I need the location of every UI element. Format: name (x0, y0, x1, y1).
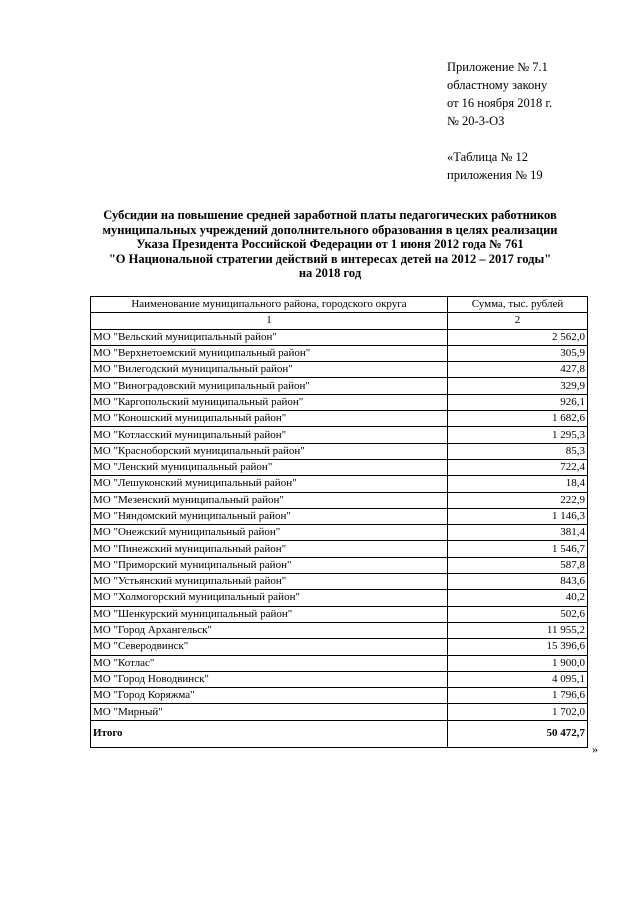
municipality-name: МО "Пинежский муниципальный район" (91, 541, 448, 557)
table-row (91, 590, 588, 606)
table-row (91, 443, 588, 459)
title-line: "О Национальной стратегии действий в интересах детей на 2012 – 2017 годы" (108, 251, 552, 266)
subsidy-amount: 40,2 (448, 590, 588, 606)
column-number-row (91, 313, 588, 329)
appendix-header (447, 58, 627, 184)
subsidy-amount: 1 682,6 (448, 411, 588, 427)
municipality-name: МО "Северодвинск" (91, 639, 448, 655)
municipality-name: МО "Город Архангельск" (91, 622, 448, 638)
subsidy-amount: 1 796,6 (448, 688, 588, 704)
appendix-line: Приложение № 7.1 (447, 60, 548, 74)
appendix-line: от 16 ноября 2018 г. (447, 96, 553, 110)
municipality-name: МО "Мезенский муниципальный район" (91, 492, 448, 508)
subsidy-amount: 11 955,2 (448, 622, 588, 638)
municipality-name: МО "Мирный" (91, 704, 448, 720)
subsidy-amount: 1 900,0 (448, 655, 588, 671)
table-row (91, 427, 588, 443)
title-line: на 2018 год (298, 266, 362, 281)
table-row (91, 459, 588, 475)
appendix-line: приложения № 19 (447, 168, 543, 182)
subsidy-amount: 222,9 (448, 492, 588, 508)
subsidy-amount: 1 702,0 (448, 704, 588, 720)
municipality-name: МО "Верхнетоемский муниципальный район" (91, 345, 448, 361)
table-row (91, 622, 588, 638)
subsidy-amount: 18,4 (448, 476, 588, 492)
subsidy-amount: 15 396,6 (448, 639, 588, 655)
total-value: 50 472,7 (448, 720, 588, 747)
municipality-name: МО "Котлас" (91, 655, 448, 671)
subsidy-amount: 427,8 (448, 362, 588, 378)
table-row (91, 639, 588, 655)
title-line: Субсидии на повышение средней заработной платы педагогических работников (103, 208, 557, 222)
subsidy-amount: 2 562,0 (448, 329, 588, 345)
municipality-name: МО "Город Коряжма" (91, 688, 448, 704)
subsidy-amount: 722,4 (448, 459, 588, 475)
municipality-name: МО "Устьянский муниципальный район" (91, 574, 448, 590)
subsidy-table (90, 296, 588, 748)
table-row (91, 606, 588, 622)
municipality-name: МО "Приморский муниципальный район" (91, 557, 448, 573)
table-body (91, 329, 588, 720)
table-row (91, 541, 588, 557)
municipality-name: МО "Красноборский муниципальный район" (91, 443, 448, 459)
table-row (91, 476, 588, 492)
subsidy-amount: 381,4 (448, 525, 588, 541)
appendix-line: областному закону (447, 78, 548, 92)
table-row (91, 655, 588, 671)
table-header-row (91, 297, 588, 313)
municipality-name: МО "Лешуконский муниципальный район" (91, 476, 448, 492)
municipality-name: МО "Онежский муниципальный район" (91, 525, 448, 541)
municipality-name: МО "Вилегодский муниципальный район" (91, 362, 448, 378)
table-row (91, 378, 588, 394)
municipality-name: МО "Холмогорский муниципальный район" (91, 590, 448, 606)
column-header-sum: Сумма, тыс. рублей (448, 297, 588, 313)
subsidy-amount: 843,6 (448, 574, 588, 590)
subsidy-amount: 1 546,7 (448, 541, 588, 557)
subsidy-amount: 1 295,3 (448, 427, 588, 443)
municipality-name: МО "Вельский муниципальный район" (91, 329, 448, 345)
document-title (80, 208, 580, 281)
table-row (91, 557, 588, 573)
column-number: 2 (448, 313, 588, 329)
closing-quote-mark: » (592, 742, 598, 756)
municipality-name: МО "Коношский муниципальный район" (91, 411, 448, 427)
municipality-name: МО "Ленский муниципальный район" (91, 459, 448, 475)
subsidy-amount: 502,6 (448, 606, 588, 622)
column-header-name: Наименование муниципального района, городского округа (91, 297, 448, 313)
table-row (91, 688, 588, 704)
table-row (91, 394, 588, 410)
subsidy-amount: 329,9 (448, 378, 588, 394)
table-row (91, 492, 588, 508)
table-row (91, 525, 588, 541)
subsidy-amount: 587,8 (448, 557, 588, 573)
subsidy-amount: 4 095,1 (448, 671, 588, 687)
column-number: 1 (91, 313, 448, 329)
table-row (91, 329, 588, 345)
table-row (91, 411, 588, 427)
subsidy-amount: 305,9 (448, 345, 588, 361)
municipality-name: МО "Каргопольский муниципальный район" (91, 394, 448, 410)
table-row (91, 345, 588, 361)
municipality-name: МО "Котласский муниципальный район" (91, 427, 448, 443)
municipality-name: МО "Няндомский муниципальный район" (91, 508, 448, 524)
table-row (91, 362, 588, 378)
municipality-name: МО "Шенкурский муниципальный район" (91, 606, 448, 622)
municipality-name: МО "Город Новодвинск" (91, 671, 448, 687)
title-line: Указа Президента Российской Федерации от 1 июня 2012 года № 761 (136, 237, 524, 252)
appendix-line: «Таблица № 12 (447, 150, 529, 164)
appendix-line: № 20-3-ОЗ (447, 114, 505, 128)
table-row (91, 671, 588, 687)
total-label: Итого (91, 720, 448, 747)
table-row (91, 574, 588, 590)
subsidy-amount: 926,1 (448, 394, 588, 410)
total-row (91, 720, 588, 747)
title-line: муниципальных учреждений дополнительного образования в целях реализации (102, 222, 558, 237)
subsidy-amount: 1 146,3 (448, 508, 588, 524)
municipality-name: МО "Виноградовский муниципальный район" (91, 378, 448, 394)
table-row (91, 508, 588, 524)
table-row (91, 704, 588, 720)
subsidy-amount: 85,3 (448, 443, 588, 459)
